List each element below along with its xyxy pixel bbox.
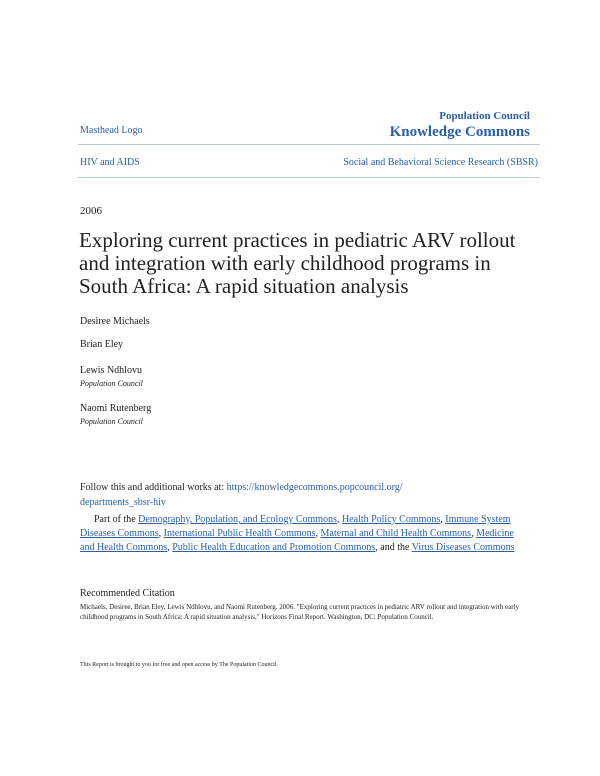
commons-link[interactable]: Maternal and Child Health Commons xyxy=(320,528,472,539)
topic-link-sbsr[interactable]: Social and Behavioral Science Research (SBSR) xyxy=(343,157,538,168)
access-footer: This Report is brought to you for free and open access by The Population Council. xyxy=(80,662,279,668)
author-affiliation: Population Council xyxy=(80,417,143,426)
recommended-citation-heading: Recommended Citation xyxy=(80,588,175,599)
commons-link[interactable]: Demography, Population, and Ecology Commons xyxy=(138,514,337,525)
part-of-commons: Part of the Demography, Population, and Ecology Commons, Health Policy Commons, Immune System Diseases Commons, International Public Health Commons, Maternal and Child Health Commons, Medicine and Health Commons, Public Health Education and Promotion Commons, and the Virus Diseases Commons xyxy=(80,514,515,553)
author-name: Lewis Ndhlovu xyxy=(80,365,142,376)
and-the-text: and the xyxy=(380,542,412,553)
author-name: Brian Eley xyxy=(80,339,124,350)
commons-link[interactable]: Medicine and Health Commons xyxy=(80,528,514,553)
commons-link[interactable]: International Public Health Commons xyxy=(163,528,316,539)
follow-line xyxy=(80,480,530,510)
org-name: Population Council xyxy=(439,110,530,122)
header-divider xyxy=(78,144,540,145)
follow-url-part2[interactable]: departments_sbsr-hiv xyxy=(80,497,166,508)
recommended-citation-text: Michaels, Desiree, Brian Eley, Lewis Ndhlovu, and Naomi Rutenberg. 2006. "Exploring current practices in pediatric ARV rollout and integration with early childhood programs in South Africa: A rapid situation analysis," Horizons Final Report. Washington, DC: Population Council. xyxy=(80,603,519,621)
author-name: Naomi Rutenberg xyxy=(80,403,152,414)
masthead-logo[interactable]: Masthead Logo xyxy=(80,125,143,136)
commons-link[interactable]: Health Policy Commons xyxy=(341,514,441,525)
follow-url-part1[interactable]: https://knowledgecommons.popcouncil.org/ xyxy=(226,482,403,493)
repository-name: Knowledge Commons xyxy=(389,124,530,140)
paper-title: Exploring current practices in pediatric ARV rollout and integration with early childhood programs in South Africa: A rapid situation analysis xyxy=(79,228,516,298)
author-name: Desiree Michaels xyxy=(80,316,150,327)
topic-link-hiv[interactable]: HIV and AIDS xyxy=(80,157,140,168)
part-of-prefix: Part of the xyxy=(94,514,139,525)
publication-year: 2006 xyxy=(80,205,102,217)
commons-link[interactable]: Virus Diseases Commons xyxy=(411,542,515,553)
commons-link[interactable]: Immune System Diseases Commons xyxy=(80,514,511,539)
topics-divider xyxy=(78,177,540,178)
repository-brand[interactable] xyxy=(390,110,530,141)
author-affiliation: Population Council xyxy=(80,379,143,388)
commons-link[interactable]: Public Health Education and Promotion Commons xyxy=(172,542,376,553)
follow-prefix: Follow this and additional works at: xyxy=(80,482,227,493)
